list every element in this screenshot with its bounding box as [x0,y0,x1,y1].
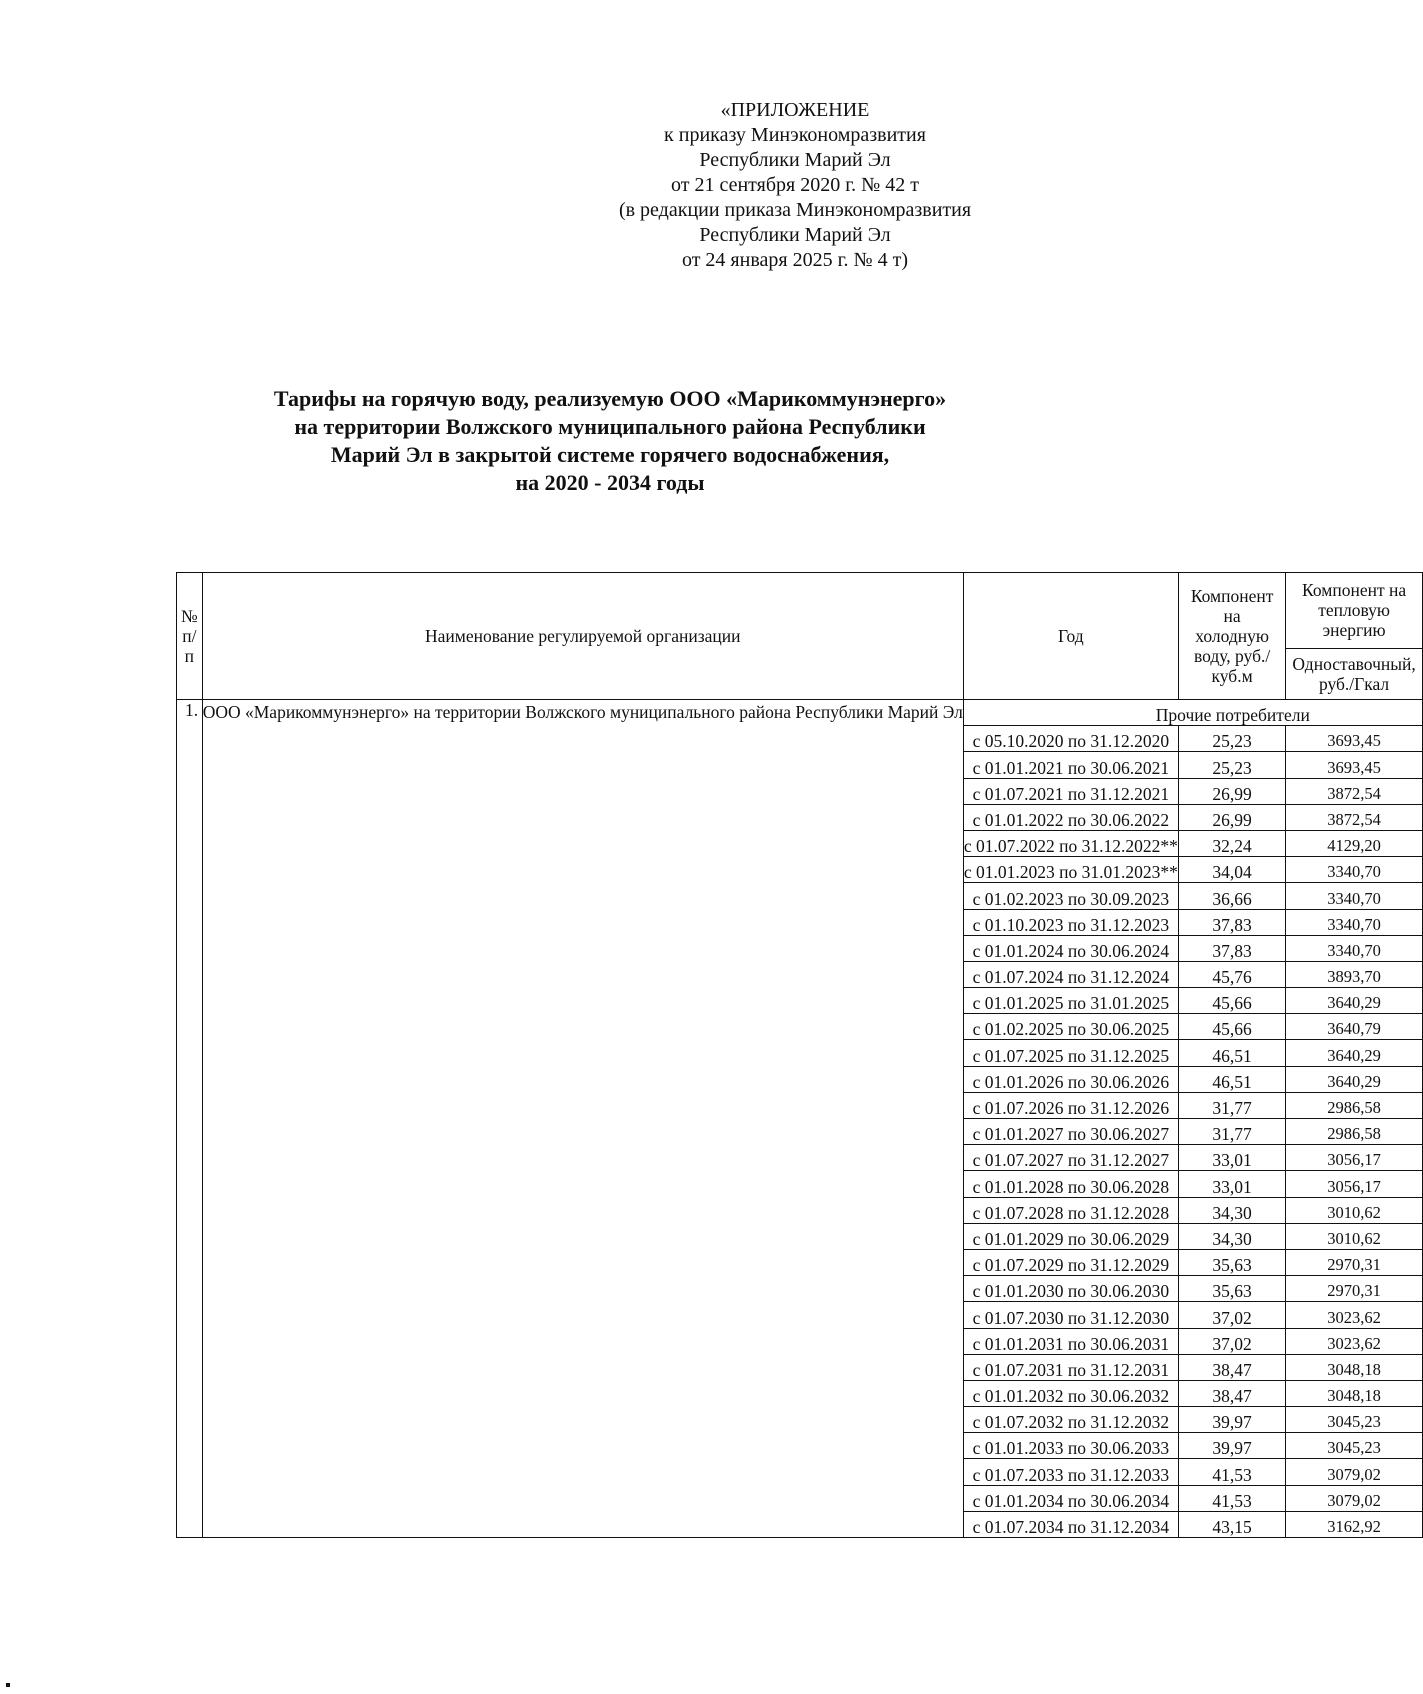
heat-energy-cell: 3340,70 [1286,857,1422,883]
heat-energy-cell: 4129,20 [1286,830,1422,856]
heat-energy-cell: 3056,17 [1286,1171,1422,1197]
organization-name: ООО «Марикоммунэнерго» на территории Волжского муниципального района Республики Марий Эл [202,700,963,1538]
cold-water-cell: 45,76 [1178,961,1286,987]
cold-water-cell: 34,04 [1178,857,1286,883]
period-cell: с 01.01.2031 по 30.06.2031 [963,1328,1178,1354]
heat-energy-cell: 3340,70 [1286,883,1422,909]
tariff-table [176,572,1423,1538]
period-cell: с 01.07.2033 по 31.12.2033 [963,1459,1178,1485]
cold-water-cell: 38,47 [1178,1380,1286,1406]
period-cell: с 01.01.2029 по 30.06.2029 [963,1223,1178,1249]
header-heat-group: Компонент на тепловую энергию [1286,573,1422,649]
cold-water-cell: 46,51 [1178,1066,1286,1092]
period-cell: с 01.07.2021 по 31.12.2021 [963,778,1178,804]
cold-water-cell: 31,77 [1178,1092,1286,1118]
title-line: на территории Волжского муниципального района Республики [294,414,926,439]
period-cell: с 01.01.2021 по 30.06.2021 [963,752,1178,778]
appendix-line: Республики Марий Эл [699,149,891,171]
period-cell: с 01.02.2023 по 30.09.2023 [963,883,1178,909]
period-cell: с 01.07.2031 по 31.12.2031 [963,1354,1178,1380]
period-cell: с 01.01.2030 по 30.06.2030 [963,1276,1178,1302]
period-cell: с 01.07.2027 по 31.12.2027 [963,1145,1178,1171]
cold-water-cell: 41,53 [1178,1459,1286,1485]
heat-energy-cell: 3693,45 [1286,752,1422,778]
heat-energy-cell: 3048,18 [1286,1354,1422,1380]
heat-energy-cell: 3872,54 [1286,804,1422,830]
scan-mark [6,1683,10,1687]
cold-water-cell: 26,99 [1178,804,1286,830]
period-cell: с 01.07.2022 по 31.12.2022** [963,830,1178,856]
heat-energy-cell: 3048,18 [1286,1380,1422,1406]
heat-energy-cell: 2970,31 [1286,1276,1422,1302]
cold-water-cell: 25,23 [1178,752,1286,778]
heat-energy-cell: 3045,23 [1286,1407,1422,1433]
period-cell: с 01.01.2027 по 30.06.2027 [963,1119,1178,1145]
appendix-line: (в редакции приказа Минэкономразвития [618,199,972,221]
cold-water-cell: 41,53 [1178,1485,1286,1511]
header-heat-sub: Одноставочный, руб./Гкал [1286,648,1422,699]
cold-water-cell: 39,97 [1178,1407,1286,1433]
title-line: Марий Эл в закрытой системе горячего водоснабжения, [330,442,890,467]
heat-energy-cell: 2986,58 [1286,1119,1422,1145]
period-cell: с 01.01.2033 по 30.06.2033 [963,1433,1178,1459]
heat-energy-cell: 3010,62 [1286,1223,1422,1249]
heat-energy-cell: 3162,92 [1286,1511,1422,1537]
header-year: Год [963,573,1178,700]
heat-energy-cell: 3079,02 [1286,1485,1422,1511]
header-org: Наименование регулируемой организации [202,573,963,700]
document-title [150,385,1070,497]
period-cell: с 01.07.2032 по 31.12.2032 [963,1407,1178,1433]
period-cell: с 01.01.2034 по 30.06.2034 [963,1485,1178,1511]
heat-energy-cell: 3640,29 [1286,988,1422,1014]
cold-water-cell: 35,63 [1178,1249,1286,1275]
period-cell: с 01.07.2034 по 31.12.2034 [963,1511,1178,1537]
cold-water-cell: 32,24 [1178,830,1286,856]
cold-water-cell: 39,97 [1178,1433,1286,1459]
period-cell: с 01.01.2026 по 30.06.2026 [963,1066,1178,1092]
cold-water-cell: 33,01 [1178,1145,1286,1171]
cold-water-cell: 37,83 [1178,909,1286,935]
cold-water-cell: 34,30 [1178,1197,1286,1223]
header-cold: Компонент на холодную воду, руб./куб.м [1178,573,1286,700]
appendix-line: от 24 января 2025 г. № 4 т) [681,249,909,271]
title-line: на 2020 - 2034 годы [515,470,705,495]
cold-water-cell: 45,66 [1178,988,1286,1014]
heat-energy-cell: 3010,62 [1286,1197,1422,1223]
cold-water-cell: 37,02 [1178,1302,1286,1328]
title-line: Тарифы на горячую воду, реализуемую ООО «Марикоммунэнерго» [273,386,947,411]
heat-energy-cell: 3640,29 [1286,1066,1422,1092]
period-cell: с 01.02.2025 по 30.06.2025 [963,1014,1178,1040]
period-cell: с 01.01.2022 по 30.06.2022 [963,804,1178,830]
cold-water-cell: 38,47 [1178,1354,1286,1380]
section-label: Прочие потребители [963,700,1422,726]
cold-water-cell: 36,66 [1178,883,1286,909]
period-cell: с 01.07.2028 по 31.12.2028 [963,1197,1178,1223]
cold-water-cell: 43,15 [1178,1511,1286,1537]
period-cell: с 01.01.2032 по 30.06.2032 [963,1380,1178,1406]
heat-energy-cell: 3640,79 [1286,1014,1422,1040]
heat-energy-cell: 3640,29 [1286,1040,1422,1066]
heat-energy-cell: 3045,23 [1286,1433,1422,1459]
heat-energy-cell: 3872,54 [1286,778,1422,804]
period-cell: с 01.07.2024 по 31.12.2024 [963,961,1178,987]
appendix-line: Республики Марий Эл [699,224,891,246]
cold-water-cell: 34,30 [1178,1223,1286,1249]
cold-water-cell: 45,66 [1178,1014,1286,1040]
heat-energy-cell: 2970,31 [1286,1249,1422,1275]
cold-water-cell: 31,77 [1178,1119,1286,1145]
heat-energy-cell: 3056,17 [1286,1145,1422,1171]
period-cell: с 01.01.2025 по 31.01.2025 [963,988,1178,1014]
cold-water-cell: 35,63 [1178,1276,1286,1302]
heat-energy-cell: 3340,70 [1286,909,1422,935]
heat-energy-cell: 3693,45 [1286,726,1422,752]
period-cell: с 01.01.2028 по 30.06.2028 [963,1171,1178,1197]
period-cell: с 01.07.2030 по 31.12.2030 [963,1302,1178,1328]
header-num: № п/п [177,573,203,700]
period-cell: с 01.07.2029 по 31.12.2029 [963,1249,1178,1275]
appendix-line: «ПРИЛОЖЕНИЕ [720,99,870,121]
cold-water-cell: 25,23 [1178,726,1286,752]
heat-energy-cell: 2986,58 [1286,1092,1422,1118]
period-cell: с 01.07.2025 по 31.12.2025 [963,1040,1178,1066]
appendix-header [560,98,1030,273]
period-cell: с 05.10.2020 по 31.12.2020 [963,726,1178,752]
period-cell: с 01.01.2023 по 31.01.2023** [963,857,1178,883]
cold-water-cell: 37,02 [1178,1328,1286,1354]
cold-water-cell: 46,51 [1178,1040,1286,1066]
period-cell: с 01.10.2023 по 31.12.2023 [963,909,1178,935]
period-cell: с 01.07.2026 по 31.12.2026 [963,1092,1178,1118]
heat-energy-cell: 3079,02 [1286,1459,1422,1485]
heat-energy-cell: 3340,70 [1286,935,1422,961]
cold-water-cell: 26,99 [1178,778,1286,804]
appendix-line: к приказу Минэкономразвития [664,124,926,146]
period-cell: с 01.01.2024 по 30.06.2024 [963,935,1178,961]
appendix-line: от 21 сентября 2020 г. № 42 т [671,174,919,196]
heat-energy-cell: 3893,70 [1286,961,1422,987]
cold-water-cell: 37,83 [1178,935,1286,961]
row-number: 1. [177,700,203,1538]
heat-energy-cell: 3023,62 [1286,1328,1422,1354]
cold-water-cell: 33,01 [1178,1171,1286,1197]
heat-energy-cell: 3023,62 [1286,1302,1422,1328]
